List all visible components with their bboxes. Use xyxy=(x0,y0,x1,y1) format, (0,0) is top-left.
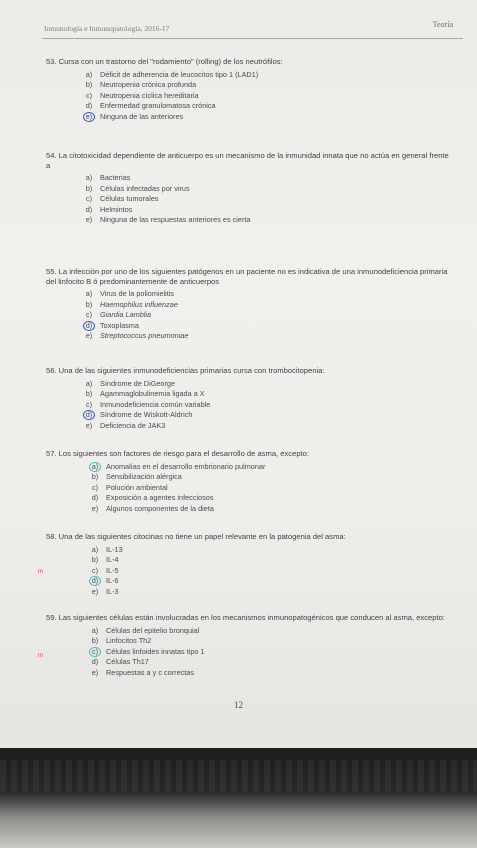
answer-options xyxy=(0,289,477,342)
option-a[interactable]: a) Anomalías en el desarrollo embrionario pulmonar xyxy=(0,462,477,473)
option-c[interactable]: c) Células linfoides innatas tipo 1 xyxy=(0,647,477,658)
answer-options xyxy=(0,626,477,679)
answer-options xyxy=(0,545,477,598)
option-a[interactable]: a) Virus de la poliomielitis xyxy=(85,289,175,298)
option-b[interactable]: b) Linfocitos Th2 xyxy=(91,636,152,646)
answer-options xyxy=(0,173,477,226)
page-number: 12 xyxy=(234,700,243,710)
option-e[interactable]: e) Respuestas a y c correctas xyxy=(91,667,195,677)
option-c[interactable]: c) IL-5 xyxy=(91,565,119,575)
question-stem: 57. Los siguientes son factores de riesgo para el desarrollo de asma, excepto: xyxy=(46,449,309,458)
option-c[interactable]: c) Células tumorales xyxy=(85,194,159,204)
option-d[interactable]: d) Síndrome de Wiskott-Aldrich xyxy=(0,410,477,421)
option-d[interactable]: d) IL-6 xyxy=(0,576,477,587)
option-b[interactable]: b) IL-4 xyxy=(91,555,119,565)
option-a[interactable]: a) Síndrome de DiGeorge xyxy=(85,378,176,388)
question-56 xyxy=(0,366,477,431)
page-header xyxy=(44,20,459,34)
option-b[interactable]: b) Haemophilus influenzae xyxy=(85,299,178,309)
question-stem: 58. Una de las siguientes citocinas no tiene un papel relevante en la patogenia del asma: xyxy=(46,532,346,541)
answer-options xyxy=(0,379,477,432)
option-a[interactable]: a) Déficit de adherencia de leucocitos tipo 1 (LAD1) xyxy=(85,69,259,79)
header-rule xyxy=(42,38,463,39)
option-a[interactable]: a) IL-13 xyxy=(91,544,123,554)
option-d[interactable]: d) Exposición a agentes infecciosos xyxy=(91,493,214,503)
question-53 xyxy=(0,57,477,122)
section-label: Teoría xyxy=(432,20,453,29)
option-c[interactable]: c) Neutropenia cíclica hereditaria xyxy=(85,90,199,100)
question-stem: 53. Cursa con un trastorno del "rodamiento" (rolling) de los neutrófilos: xyxy=(46,57,283,66)
question-58 xyxy=(0,532,477,597)
option-d[interactable]: d) Enfermedad granulomatosa crónica xyxy=(85,101,216,111)
option-e[interactable]: e) Algunos componentes de la dieta xyxy=(91,503,214,513)
option-a[interactable]: a) Bacterias xyxy=(85,173,131,182)
option-b[interactable]: b) Agammaglobulinemia ligada a X xyxy=(85,389,205,399)
option-c[interactable]: c) Giardia Lamblia xyxy=(85,310,152,320)
question-55 xyxy=(0,267,477,342)
table-texture xyxy=(0,760,477,792)
option-e[interactable]: e) Deficiencia de JAK3 xyxy=(85,420,166,430)
option-d[interactable]: d) Toxoplasma xyxy=(0,321,477,332)
option-e[interactable]: e) Ninguna de las respuestas anteriores es cierta xyxy=(85,215,251,225)
question-59 xyxy=(0,613,477,678)
question-stem: 55. La infección por uno de los siguientes patógenos en un paciente no es indicativa de una inmunodeficiencia primaria del linfocito B ó predominantemente de anticuerpos xyxy=(46,267,448,286)
answer-options xyxy=(0,70,477,123)
margin-note: m xyxy=(38,569,43,575)
option-c[interactable]: c) Polución ambiental xyxy=(91,482,168,492)
option-b[interactable]: b) Neutropenia crónica profunda xyxy=(85,80,197,90)
option-c[interactable]: c) Inmunodeficiencia común variable xyxy=(85,399,211,409)
question-57 xyxy=(0,449,477,514)
option-e[interactable]: e) Ninguna de las anteriores xyxy=(0,112,477,123)
option-a[interactable]: a) Células del epitelio bronquial xyxy=(91,625,200,635)
question-stem: 54. La citotoxicidad dependiente de anticuerpo es un mecanismo de la inmunidad innata que no actúa en general frente a xyxy=(46,151,449,170)
option-d[interactable]: d) Células Th17 xyxy=(91,657,149,667)
question-stem: 56. Una de las siguientes inmunodeficiencias primarias cursa con trombocitopenia: xyxy=(46,366,325,375)
course-title: Inmunología e Inmunopatología, 2016-17 xyxy=(44,24,170,33)
question-54 xyxy=(0,151,477,226)
option-b[interactable]: b) Células infectadas por virus xyxy=(85,183,190,193)
option-e[interactable]: e) Streptococcus pneumoniae xyxy=(85,331,189,341)
option-d[interactable]: d) Helmintos xyxy=(85,204,133,214)
option-b[interactable]: b) Sensibilización alérgica xyxy=(91,472,182,482)
option-e[interactable]: e) IL-3 xyxy=(91,586,119,596)
margin-note: m xyxy=(38,653,43,659)
question-stem: 59. Las siguientes células están involucradas en los mecanismos inmunopatogénicos que conducen al asma, excepto: xyxy=(46,613,445,622)
answer-options xyxy=(0,462,477,515)
